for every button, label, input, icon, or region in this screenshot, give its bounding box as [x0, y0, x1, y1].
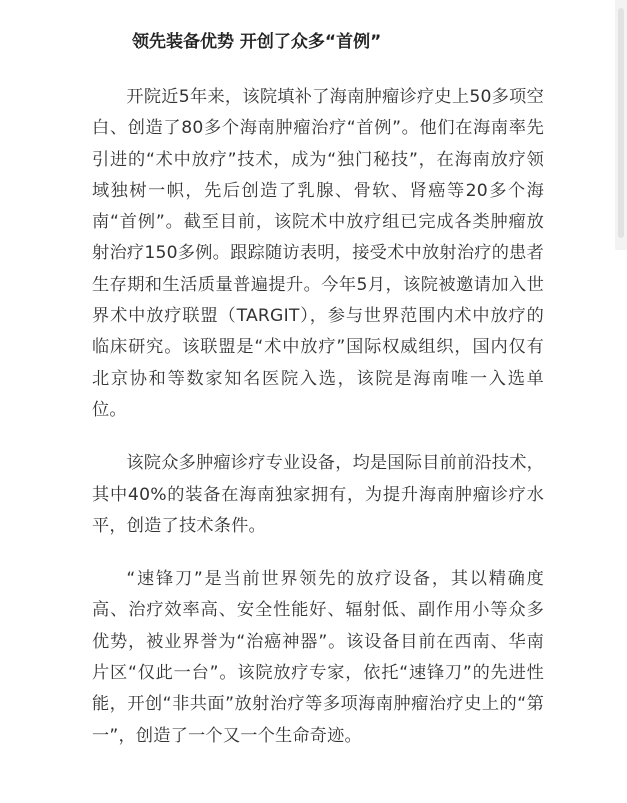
vertical-scrollbar[interactable]: [615, 0, 627, 250]
article-heading: 领先装备优势 开创了众多“首例”: [132, 32, 382, 52]
article: [92, 0, 544, 752]
scrollbar-thumb[interactable]: [618, 8, 624, 238]
paragraph-2: 该院众多肿瘤诊疗专业设备，均是国际目前前沿技术，其中40%的装备在海南独家拥有，为提升海南肿瘤诊疗水平，创造了技术条件。: [92, 453, 544, 536]
paragraph-3: “速锋刀”是当前世界领先的放疗设备，其以精确度高、治疗效率高、安全性能好、辐射低、副作用小等众多优势，被业界誉为“治癌神器”。该设备目前在西南、华南片区“仅此一台”。该院放疗专家，依托“速锋刀”的先进性能，开创“非共面”放射治疗等多项海南肿瘤治疗史上的“第一”，创造了一个又一个生命奇迹。: [92, 569, 544, 746]
paragraph-1: 开院近5年来，该院填补了海南肿瘤诊疗史上50多项空白、创造了80多个海南肿瘤治疗“首例”。他们在海南率先引进的“术中放疗”技术，成为“独门秘技”，在海南放疗领域独树一帜，先后创造了乳腺、骨软、肾癌等20多个海南“首例”。截至目前，该院术中放疗组已完成各类肿瘤放射治疗150多例。跟踪随访表明，接受术中放射治疗的患者生存期和生活质量普遍提升。今年5月，该院被邀请加入世界术中放疗联盟（TARGIT），参与世界范围内术中放疗的临床研究。该联盟是“术中放疗”国际权威组织，国内仅有北京协和等数家知名医院入选，该院是海南唯一入选单位。: [92, 87, 544, 420]
